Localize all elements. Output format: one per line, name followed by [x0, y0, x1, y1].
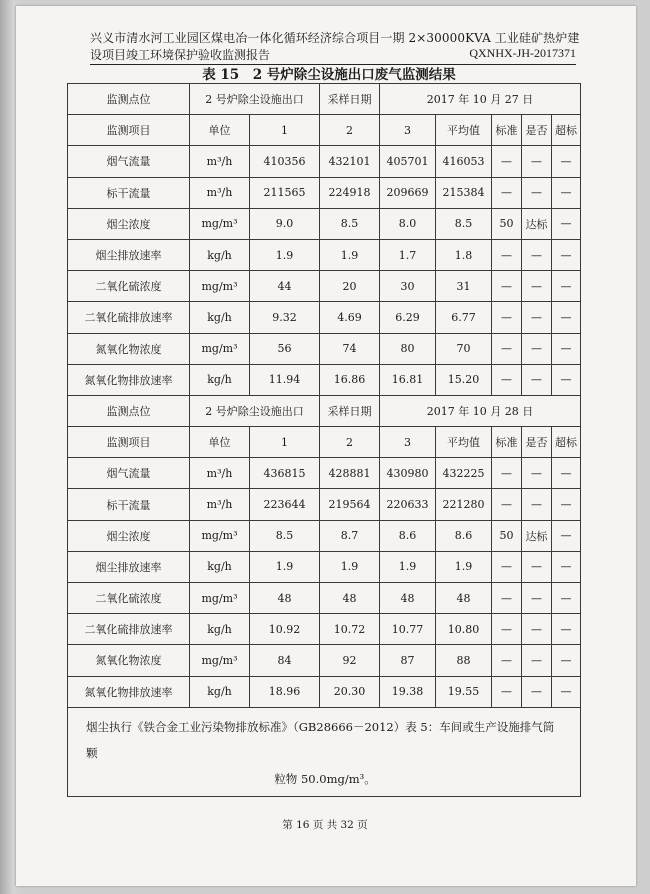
- cell-exceed: —: [552, 551, 581, 582]
- cell-exceed: —: [552, 146, 581, 177]
- cell-std: —: [492, 271, 522, 302]
- item-header: 监测项目: [68, 115, 190, 146]
- table-row: [68, 489, 581, 520]
- table-row: [68, 239, 581, 270]
- column-header-row: [68, 427, 581, 458]
- cell-exceed: —: [552, 177, 581, 208]
- cell-v1: 8.5: [250, 520, 320, 551]
- cell-exceed: —: [552, 208, 581, 239]
- cell-item: 氮氧化物排放速率: [68, 364, 190, 395]
- cell-v2: 8.7: [320, 520, 380, 551]
- table-body: [68, 84, 581, 797]
- cell-std: —: [492, 489, 522, 520]
- cell-std: —: [492, 146, 522, 177]
- cell-avg: 48: [436, 583, 492, 614]
- table-row: [68, 302, 581, 333]
- cell-v3: 430980: [380, 458, 436, 489]
- note-line-2: 粒物 50.0mg/m³。: [274, 771, 376, 786]
- page-number: 第 16 页 共 32 页: [282, 819, 368, 831]
- cell-v3: 48: [380, 583, 436, 614]
- cell-whether: 达标: [522, 208, 552, 239]
- column-header: 标准: [492, 115, 522, 146]
- column-header: 1: [250, 115, 320, 146]
- cell-unit: mg/m³: [190, 645, 250, 676]
- cell-unit: kg/h: [190, 239, 250, 270]
- cell-v3: 8.0: [380, 208, 436, 239]
- table-row: [68, 614, 581, 645]
- cell-unit: kg/h: [190, 614, 250, 645]
- cell-avg: 15.20: [436, 364, 492, 395]
- cell-item: 氮氧化物浓度: [68, 333, 190, 364]
- cell-v3: 220633: [380, 489, 436, 520]
- cell-std: —: [492, 177, 522, 208]
- table-row: [68, 583, 581, 614]
- cell-v2: 8.5: [320, 208, 380, 239]
- table-row: [68, 458, 581, 489]
- cell-unit: m³/h: [190, 177, 250, 208]
- cell-v2: 74: [320, 333, 380, 364]
- cell-exceed: —: [552, 271, 581, 302]
- note-line-1: 烟尘执行《铁合金工业污染物排放标准》（GB28666－2012）表 5：车间或生产设施排气筒颗: [86, 719, 555, 760]
- cell-std: —: [492, 614, 522, 645]
- cell-v3: 80: [380, 333, 436, 364]
- table-title: 表 15 2 号炉除尘设施出口废气监测结果: [202, 67, 456, 83]
- cell-v2: 428881: [320, 458, 380, 489]
- cell-std: —: [492, 458, 522, 489]
- cell-whether: —: [522, 645, 552, 676]
- cell-whether: 达标: [522, 520, 552, 551]
- date-value: 2017 年 10 月 27 日: [380, 84, 581, 115]
- cell-std: 50: [492, 208, 522, 239]
- cell-item: 标干流量: [68, 489, 190, 520]
- cell-unit: kg/h: [190, 302, 250, 333]
- point-value: 2 号炉除尘设施出口: [190, 395, 320, 426]
- cell-avg: 6.77: [436, 302, 492, 333]
- cell-whether: —: [522, 614, 552, 645]
- cell-item: 烟尘排放速率: [68, 551, 190, 582]
- cell-exceed: —: [552, 239, 581, 270]
- cell-std: —: [492, 676, 522, 707]
- column-header: 平均值: [436, 115, 492, 146]
- cell-whether: —: [522, 177, 552, 208]
- cell-v1: 11.94: [250, 364, 320, 395]
- cell-v3: 10.77: [380, 614, 436, 645]
- table-row: [68, 333, 581, 364]
- cell-item: 氮氧化物浓度: [68, 645, 190, 676]
- cell-v1: 9.32: [250, 302, 320, 333]
- column-header: 平均值: [436, 427, 492, 458]
- cell-v2: 432101: [320, 146, 380, 177]
- cell-whether: —: [522, 458, 552, 489]
- cell-item: 二氧化硫浓度: [68, 271, 190, 302]
- cell-std: —: [492, 583, 522, 614]
- cell-avg: 88: [436, 645, 492, 676]
- cell-v2: 10.72: [320, 614, 380, 645]
- column-header: 标准: [492, 427, 522, 458]
- column-header: 超标: [552, 115, 581, 146]
- standard-note: [68, 707, 581, 796]
- cell-avg: 70: [436, 333, 492, 364]
- column-header: 1: [250, 427, 320, 458]
- cell-whether: —: [522, 333, 552, 364]
- cell-v1: 1.9: [250, 551, 320, 582]
- cell-avg: 19.55: [436, 676, 492, 707]
- cell-v3: 16.81: [380, 364, 436, 395]
- column-header: 3: [380, 427, 436, 458]
- cell-v1: 436815: [250, 458, 320, 489]
- cell-unit: mg/m³: [190, 271, 250, 302]
- cell-unit: mg/m³: [190, 208, 250, 239]
- cell-v1: 410356: [250, 146, 320, 177]
- cell-v1: 18.96: [250, 676, 320, 707]
- monitoring-point-row: [68, 84, 581, 115]
- column-header-row: [68, 115, 581, 146]
- item-header: 监测项目: [68, 427, 190, 458]
- table-row: [68, 645, 581, 676]
- cell-item: 二氧化硫排放速率: [68, 614, 190, 645]
- note-row: [68, 707, 581, 796]
- cell-item: 氮氧化物排放速率: [68, 676, 190, 707]
- cell-std: —: [492, 333, 522, 364]
- cell-v2: 219564: [320, 489, 380, 520]
- cell-avg: 8.5: [436, 208, 492, 239]
- cell-whether: —: [522, 239, 552, 270]
- cell-avg: 1.9: [436, 551, 492, 582]
- column-header: 是否: [522, 427, 552, 458]
- cell-v2: 16.86: [320, 364, 380, 395]
- cell-v2: 1.9: [320, 551, 380, 582]
- cell-v1: 84: [250, 645, 320, 676]
- report-header-line-1: 兴义市清水河工业园区煤电冶一体化循环经济综合项目一期 2×30000KVA 工业硅矿热炉建: [90, 31, 580, 45]
- date-label: 采样日期: [320, 84, 380, 115]
- cell-v3: 30: [380, 271, 436, 302]
- cell-exceed: —: [552, 645, 581, 676]
- cell-whether: —: [522, 364, 552, 395]
- cell-std: —: [492, 302, 522, 333]
- cell-avg: 31: [436, 271, 492, 302]
- cell-v1: 56: [250, 333, 320, 364]
- cell-unit: mg/m³: [190, 520, 250, 551]
- cell-v1: 211565: [250, 177, 320, 208]
- cell-v3: 405701: [380, 146, 436, 177]
- date-value: 2017 年 10 月 28 日: [380, 395, 581, 426]
- cell-std: —: [492, 239, 522, 270]
- cell-whether: —: [522, 489, 552, 520]
- cell-v3: 87: [380, 645, 436, 676]
- cell-v1: 9.0: [250, 208, 320, 239]
- cell-whether: —: [522, 676, 552, 707]
- cell-item: 标干流量: [68, 177, 190, 208]
- cell-item: 烟尘浓度: [68, 208, 190, 239]
- table-row: [68, 177, 581, 208]
- column-header: 3: [380, 115, 436, 146]
- column-header: 单位: [190, 115, 250, 146]
- cell-whether: —: [522, 146, 552, 177]
- cell-exceed: —: [552, 489, 581, 520]
- cell-unit: kg/h: [190, 551, 250, 582]
- cell-v1: 10.92: [250, 614, 320, 645]
- table-row: [68, 364, 581, 395]
- cell-whether: —: [522, 551, 552, 582]
- cell-item: 烟气流量: [68, 458, 190, 489]
- point-value: 2 号炉除尘设施出口: [190, 84, 320, 115]
- point-label: 监测点位: [68, 84, 190, 115]
- cell-v2: 92: [320, 645, 380, 676]
- cell-avg: 215384: [436, 177, 492, 208]
- table-row: [68, 551, 581, 582]
- cell-avg: 1.8: [436, 239, 492, 270]
- cell-unit: m³/h: [190, 146, 250, 177]
- table-row: [68, 146, 581, 177]
- point-label: 监测点位: [68, 395, 190, 426]
- cell-item: 烟尘排放速率: [68, 239, 190, 270]
- cell-unit: kg/h: [190, 364, 250, 395]
- column-header: 2: [320, 115, 380, 146]
- cell-std: 50: [492, 520, 522, 551]
- cell-exceed: —: [552, 364, 581, 395]
- monitoring-results-table: [67, 83, 581, 797]
- cell-avg: 8.6: [436, 520, 492, 551]
- cell-exceed: —: [552, 676, 581, 707]
- cell-v2: 4.69: [320, 302, 380, 333]
- cell-whether: —: [522, 271, 552, 302]
- cell-exceed: —: [552, 458, 581, 489]
- cell-whether: —: [522, 302, 552, 333]
- cell-std: —: [492, 551, 522, 582]
- cell-unit: mg/m³: [190, 333, 250, 364]
- cell-v3: 1.9: [380, 551, 436, 582]
- cell-v2: 1.9: [320, 239, 380, 270]
- table-row: [68, 271, 581, 302]
- cell-item: 烟气流量: [68, 146, 190, 177]
- cell-avg: 221280: [436, 489, 492, 520]
- cell-v3: 209669: [380, 177, 436, 208]
- table-row: [68, 676, 581, 707]
- cell-v1: 223644: [250, 489, 320, 520]
- cell-avg: 10.80: [436, 614, 492, 645]
- cell-unit: kg/h: [190, 676, 250, 707]
- report-code: QXNHX-JH-2017371: [469, 46, 576, 60]
- cell-v3: 8.6: [380, 520, 436, 551]
- cell-item: 二氧化硫排放速率: [68, 302, 190, 333]
- cell-std: —: [492, 364, 522, 395]
- cell-exceed: —: [552, 583, 581, 614]
- cell-avg: 432225: [436, 458, 492, 489]
- cell-v3: 19.38: [380, 676, 436, 707]
- column-header: 单位: [190, 427, 250, 458]
- cell-v2: 20: [320, 271, 380, 302]
- table-row: [68, 208, 581, 239]
- cell-unit: m³/h: [190, 489, 250, 520]
- cell-unit: mg/m³: [190, 583, 250, 614]
- cell-v2: 224918: [320, 177, 380, 208]
- cell-unit: m³/h: [190, 458, 250, 489]
- report-header-title: 设项目竣工环境保护验收监测报告: [90, 48, 271, 62]
- column-header: 是否: [522, 115, 552, 146]
- cell-v1: 1.9: [250, 239, 320, 270]
- cell-exceed: —: [552, 520, 581, 551]
- cell-whether: —: [522, 583, 552, 614]
- cell-item: 烟尘浓度: [68, 520, 190, 551]
- cell-std: —: [492, 645, 522, 676]
- cell-v2: 48: [320, 583, 380, 614]
- cell-v1: 48: [250, 583, 320, 614]
- table-row: [68, 520, 581, 551]
- cell-exceed: —: [552, 302, 581, 333]
- cell-exceed: —: [552, 614, 581, 645]
- column-header: 超标: [552, 427, 581, 458]
- column-header: 2: [320, 427, 380, 458]
- cell-exceed: —: [552, 333, 581, 364]
- cell-v3: 1.7: [380, 239, 436, 270]
- monitoring-point-row: [68, 395, 581, 426]
- cell-v2: 20.30: [320, 676, 380, 707]
- cell-avg: 416053: [436, 146, 492, 177]
- date-label: 采样日期: [320, 395, 380, 426]
- cell-v1: 44: [250, 271, 320, 302]
- cell-item: 二氧化硫浓度: [68, 583, 190, 614]
- cell-v3: 6.29: [380, 302, 436, 333]
